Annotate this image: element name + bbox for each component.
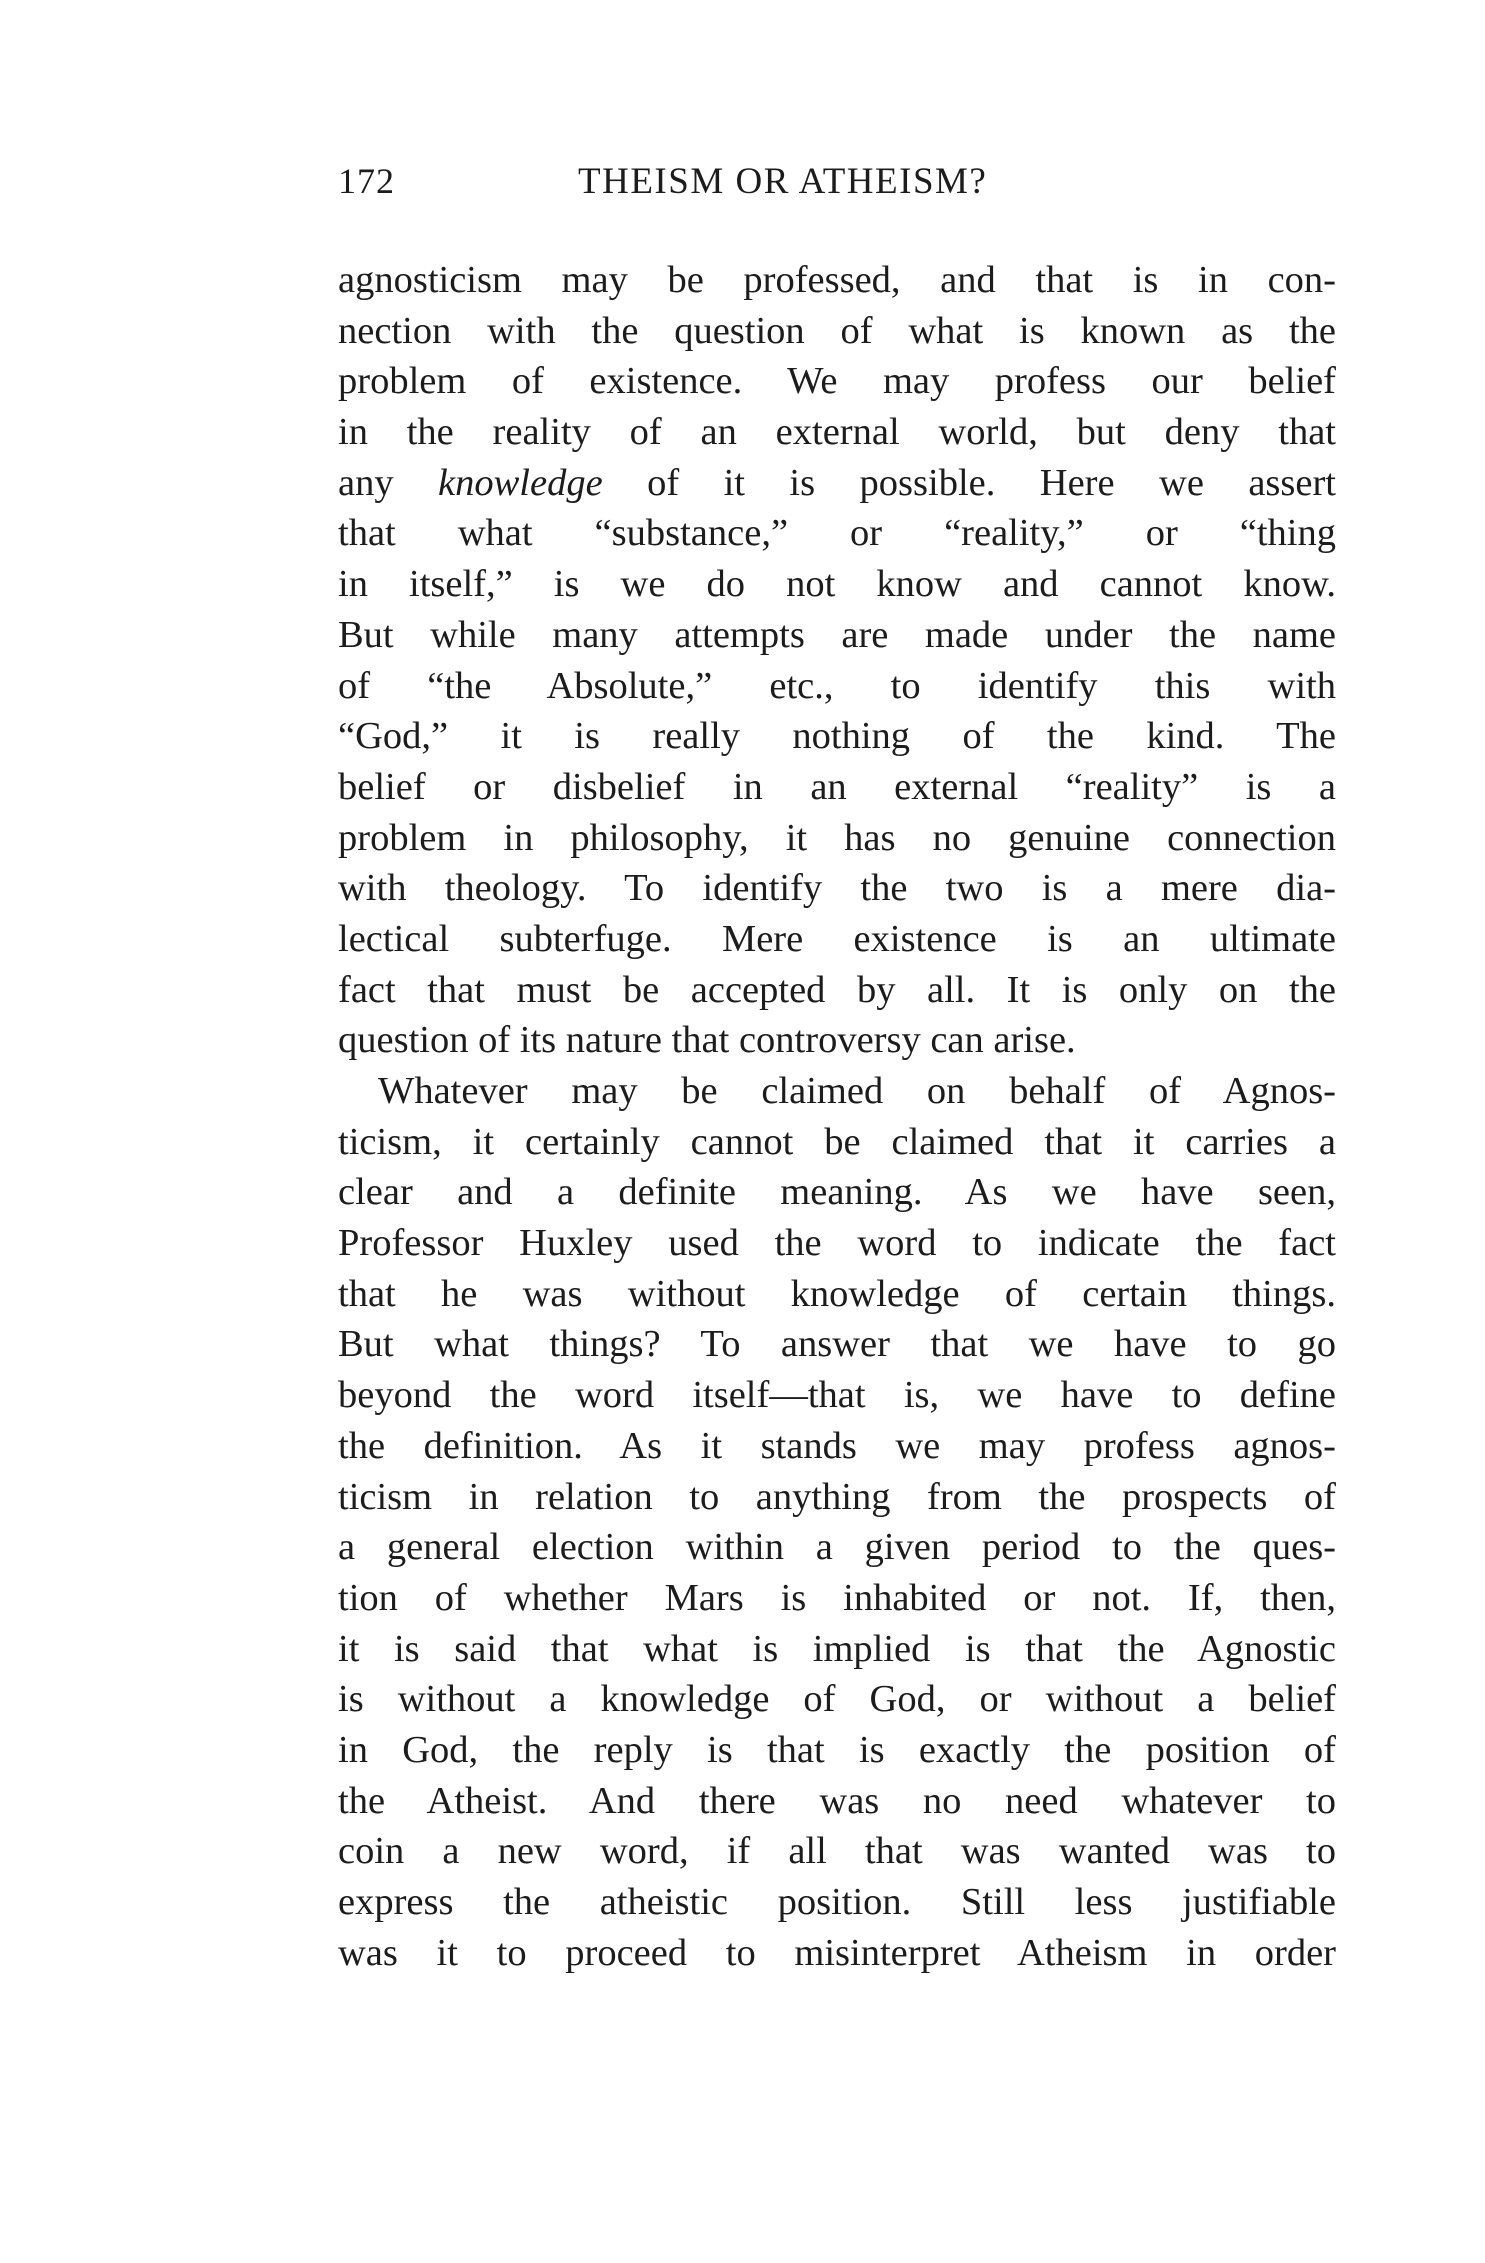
running-title: THEISM OR ATHEISM? xyxy=(578,161,988,202)
text-line: agnosticism may be professed, and that is in con- xyxy=(338,259,1336,301)
text-line: in the reality of an external world, but deny that xyxy=(338,411,1336,454)
text-line: question of its nature that controversy can arise. xyxy=(338,1019,1076,1062)
text-line: ticism, it certainly cannot be claimed that it carries a xyxy=(338,1120,1336,1163)
text-line: express the atheistic position. Still less justifiable xyxy=(338,1881,1336,1923)
text-segment: any xyxy=(338,461,439,504)
text-line: clear and a definite meaning. As we have seen, xyxy=(338,1171,1336,1214)
emphasized-word: knowledge xyxy=(438,461,603,504)
text-line: problem of existence. We may profess our belief xyxy=(338,360,1336,403)
page-header xyxy=(338,160,1338,210)
text-line: But while many attempts are made under the name xyxy=(338,613,1336,656)
text-segment: of it is possible. Here we assert xyxy=(602,461,1336,504)
text-line: that he was without knowledge of certain things. xyxy=(338,1272,1336,1315)
text-line: “God,” it is really nothing of the kind. The xyxy=(338,715,1336,758)
text-line: ticism in relation to anything from the prospects of xyxy=(338,1475,1336,1518)
text-line: coin a new word, if all that was wanted was to xyxy=(338,1830,1336,1873)
text-line: Professor Huxley used the word to indicate the fact xyxy=(338,1222,1336,1265)
text-line: tion of whether Mars is inhabited or not. If, then, xyxy=(338,1576,1336,1619)
page-number: 172 xyxy=(338,161,395,201)
text-line: lectical subterfuge. Mere existence is an ultimate xyxy=(338,917,1336,960)
text-line xyxy=(338,458,1336,509)
text-line: belief or disbelief in an external “reality” is a xyxy=(338,765,1336,808)
paragraph-2 xyxy=(338,1066,1336,1978)
text-line: problem in philosophy, it has no genuine connection xyxy=(338,816,1336,859)
text-line: in God, the reply is that is exactly the position of xyxy=(338,1728,1336,1771)
text-line: the Atheist. And there was no need whatever to xyxy=(338,1779,1336,1822)
text-line: was it to proceed to misinterpret Atheism in order xyxy=(338,1931,1336,1974)
text-line: of “the Absolute,” etc., to identify this with xyxy=(338,664,1336,707)
text-line: nection with the question of what is known as the xyxy=(338,309,1336,352)
text-line: beyond the word itself—that is, we have to define xyxy=(338,1374,1336,1417)
text-line: it is said that what is implied is that the Agnostic xyxy=(338,1627,1336,1670)
paragraph-1 xyxy=(338,255,1336,1066)
text-line: with theology. To identify the two is a mere dia- xyxy=(338,867,1336,910)
text-line: is without a knowledge of God, or without a belief xyxy=(338,1678,1336,1721)
text-line: the definition. As it stands we may profess agnos- xyxy=(338,1424,1336,1467)
text-line: a general election within a given period to the ques- xyxy=(338,1526,1336,1569)
body-text xyxy=(338,255,1336,1978)
text-line: Whatever may be claimed on behalf of Agnos- xyxy=(378,1070,1336,1112)
text-line: in itself,” is we do not know and cannot know. xyxy=(338,563,1336,606)
text-line: that what “substance,” or “reality,” or “thing xyxy=(338,512,1336,555)
text-line: But what things? To answer that we have to go xyxy=(338,1323,1336,1366)
text-line: fact that must be accepted by all. It is only on the xyxy=(338,968,1336,1011)
